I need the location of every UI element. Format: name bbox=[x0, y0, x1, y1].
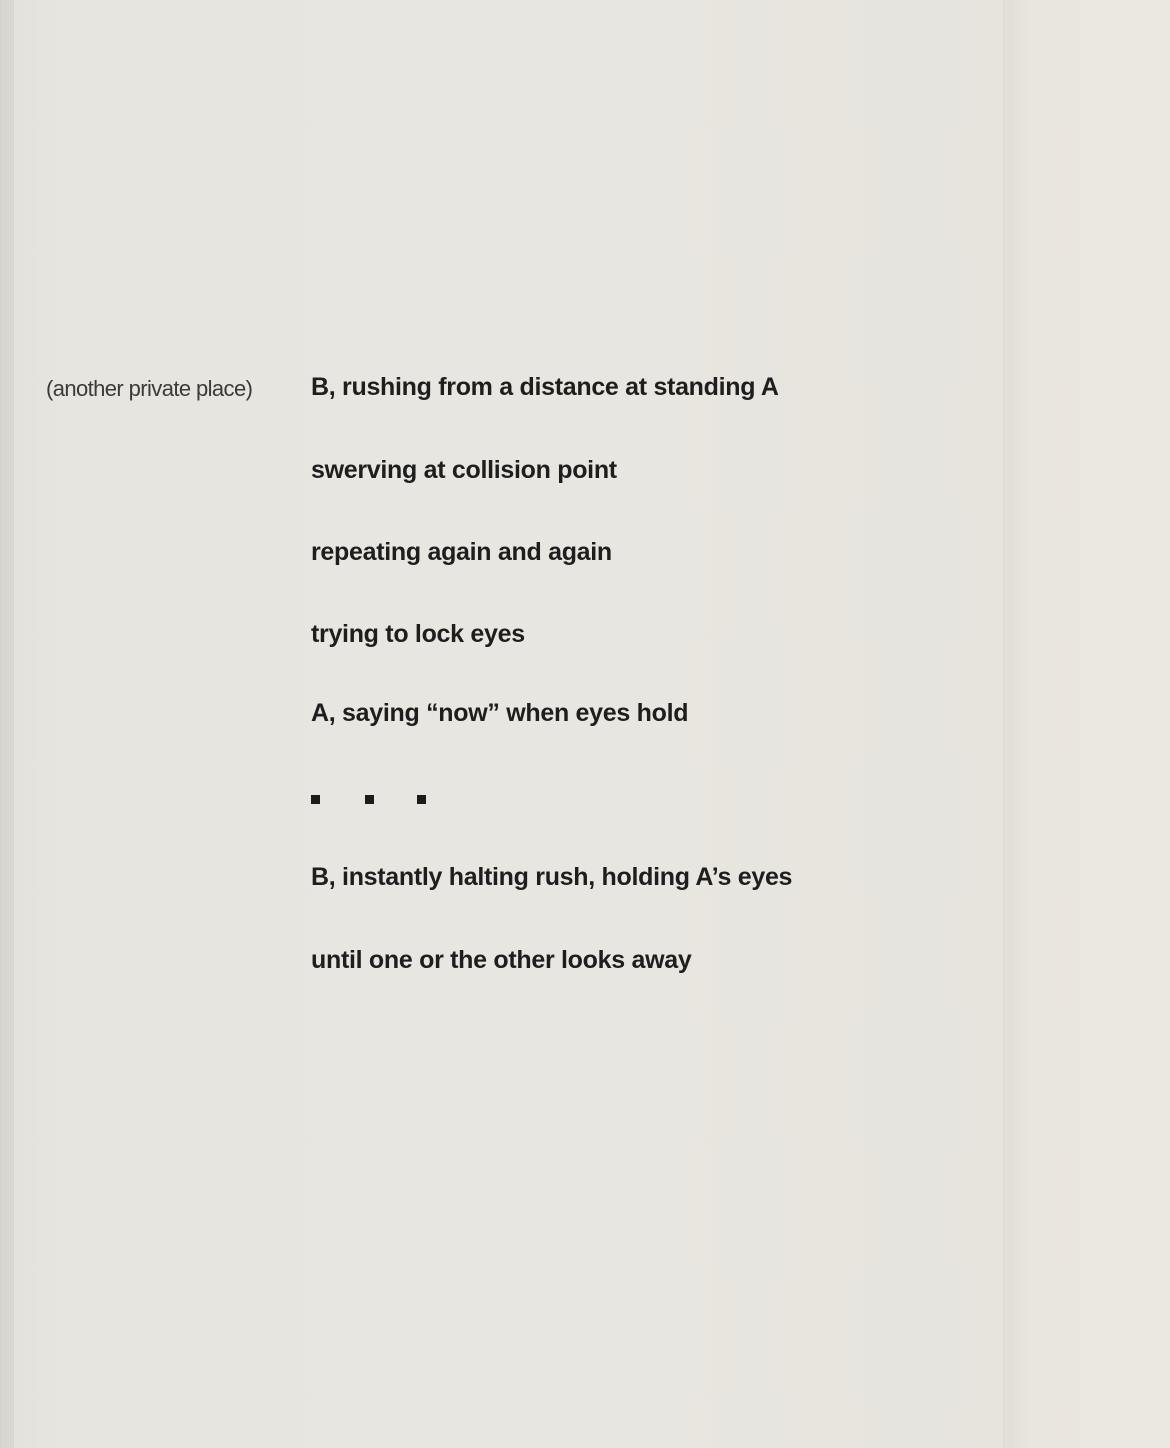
score-line: swerving at collision point bbox=[311, 456, 617, 484]
score-line: trying to lock eyes bbox=[311, 620, 525, 648]
separator-dots bbox=[311, 795, 441, 807]
page-stack-edge bbox=[0, 0, 14, 1448]
page-fold-shadow bbox=[1003, 0, 1006, 1448]
score-line: B, rushing from a distance at standing A bbox=[311, 373, 779, 401]
score-line: A, saying “now” when eyes hold bbox=[311, 699, 689, 727]
separator-dot bbox=[417, 795, 426, 804]
score-line: B, instantly halting rush, holding A’s eyes bbox=[311, 863, 793, 891]
separator-dot bbox=[311, 795, 320, 804]
separator-dot bbox=[365, 795, 374, 804]
score-line: repeating again and again bbox=[311, 538, 612, 566]
section-label: (another private place) bbox=[46, 376, 253, 401]
score-line: until one or the other looks away bbox=[311, 946, 692, 974]
